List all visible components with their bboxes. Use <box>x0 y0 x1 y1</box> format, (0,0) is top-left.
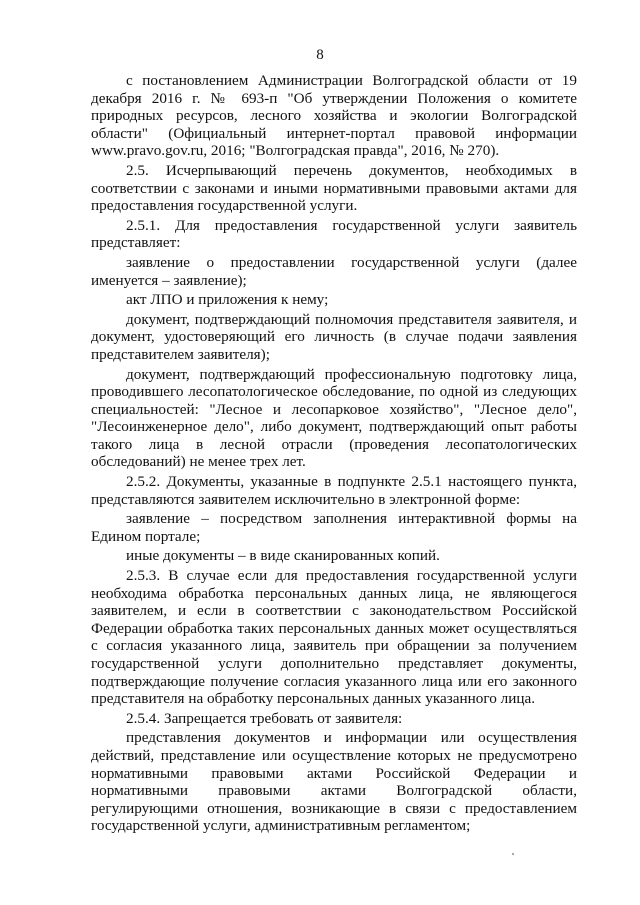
paragraph-prohibited-requirements: представления документов и информации или осуществления действий, представление или осуществление которых не предусмотрено нормативными правовыми актами Российской Федерации и нормативными правовыми актами Волгоградской области, регулирующими отношения, возникающие в связи с предоставлением государственной услуги, административным регламентом; <box>91 729 577 835</box>
paragraph-application-portal: заявление – посредством заполнения интерактивной формы на Едином портале; <box>91 510 577 545</box>
paragraph-1: с постановлением Администрации Волгоградской области от 19 декабря 2016 г. № 693-п "Об утверждении Положения о комитете природных ресурсов, лесного хозяйства и экологии Волгоградской области" (Официальный интернет-портал правовой информации www.pravo.gov.ru, 2016; "Волгоградская правда", 2016, № 270). <box>91 72 577 160</box>
page-number: 8 <box>316 47 324 63</box>
paragraph-other-documents: иные документы – в виде сканированных копий. <box>126 547 440 565</box>
paragraph-qualification-document: документ, подтверждающий профессиональную подготовку лица, проводившего лесопатологическое обследование, по одной из следующих специальностей: "Лесное и лесопарковое хозяйство", "Лесное дело", "Лесоинженерное дело", либо документ, подтверждающий опыт работы такого лица в лесной отрасли (проведения лесопатологических обследований) не менее трех лет. <box>91 365 577 471</box>
paragraph-lpo-act: акт ЛПО и приложения к нему; <box>126 291 329 309</box>
document-body <box>91 72 577 835</box>
paragraph-2-5-4: 2.5.4. Запрещается требовать от заявителя: <box>126 709 403 727</box>
paragraph-application: заявление о предоставлении государственной услуги (далее именуется – заявление); <box>91 253 577 289</box>
paragraph-2-5: 2.5. Исчерпывающий перечень документов, необходимых в соответствии с законами и иными нормативными правовыми актами для предоставления государственной услуги. <box>91 161 577 215</box>
paragraph-2-5-2: 2.5.2. Документы, указанные в подпункте 2.5.1 настоящего пункта, представляются заявителем исключительно в электронной форме: <box>91 473 577 508</box>
scan-speck <box>512 853 514 855</box>
paragraph-2-5-3: 2.5.3. В случае если для предоставления государственной услуги необходима обработка персональных данных лица, не являющегося заявителем, и если в соответствии с законодательством Российской Федерации обработка таких персональных данных может осуществляться с согласия указанного лица, заявитель при обращении за получением государственной услуги дополнительно представляет документы, подтверждающие получение согласия указанного лица или его законного представителя на обработку персональных данных указанного лица. <box>91 567 577 708</box>
paragraph-authority-document: документ, подтверждающий полномочия представителя заявителя, и документ, удостоверяющий его личность (в случае подачи заявления представителем заявителя); <box>91 310 577 363</box>
paragraph-2-5-1: 2.5.1. Для предоставления государственной услуги заявитель представляет: <box>91 216 577 252</box>
